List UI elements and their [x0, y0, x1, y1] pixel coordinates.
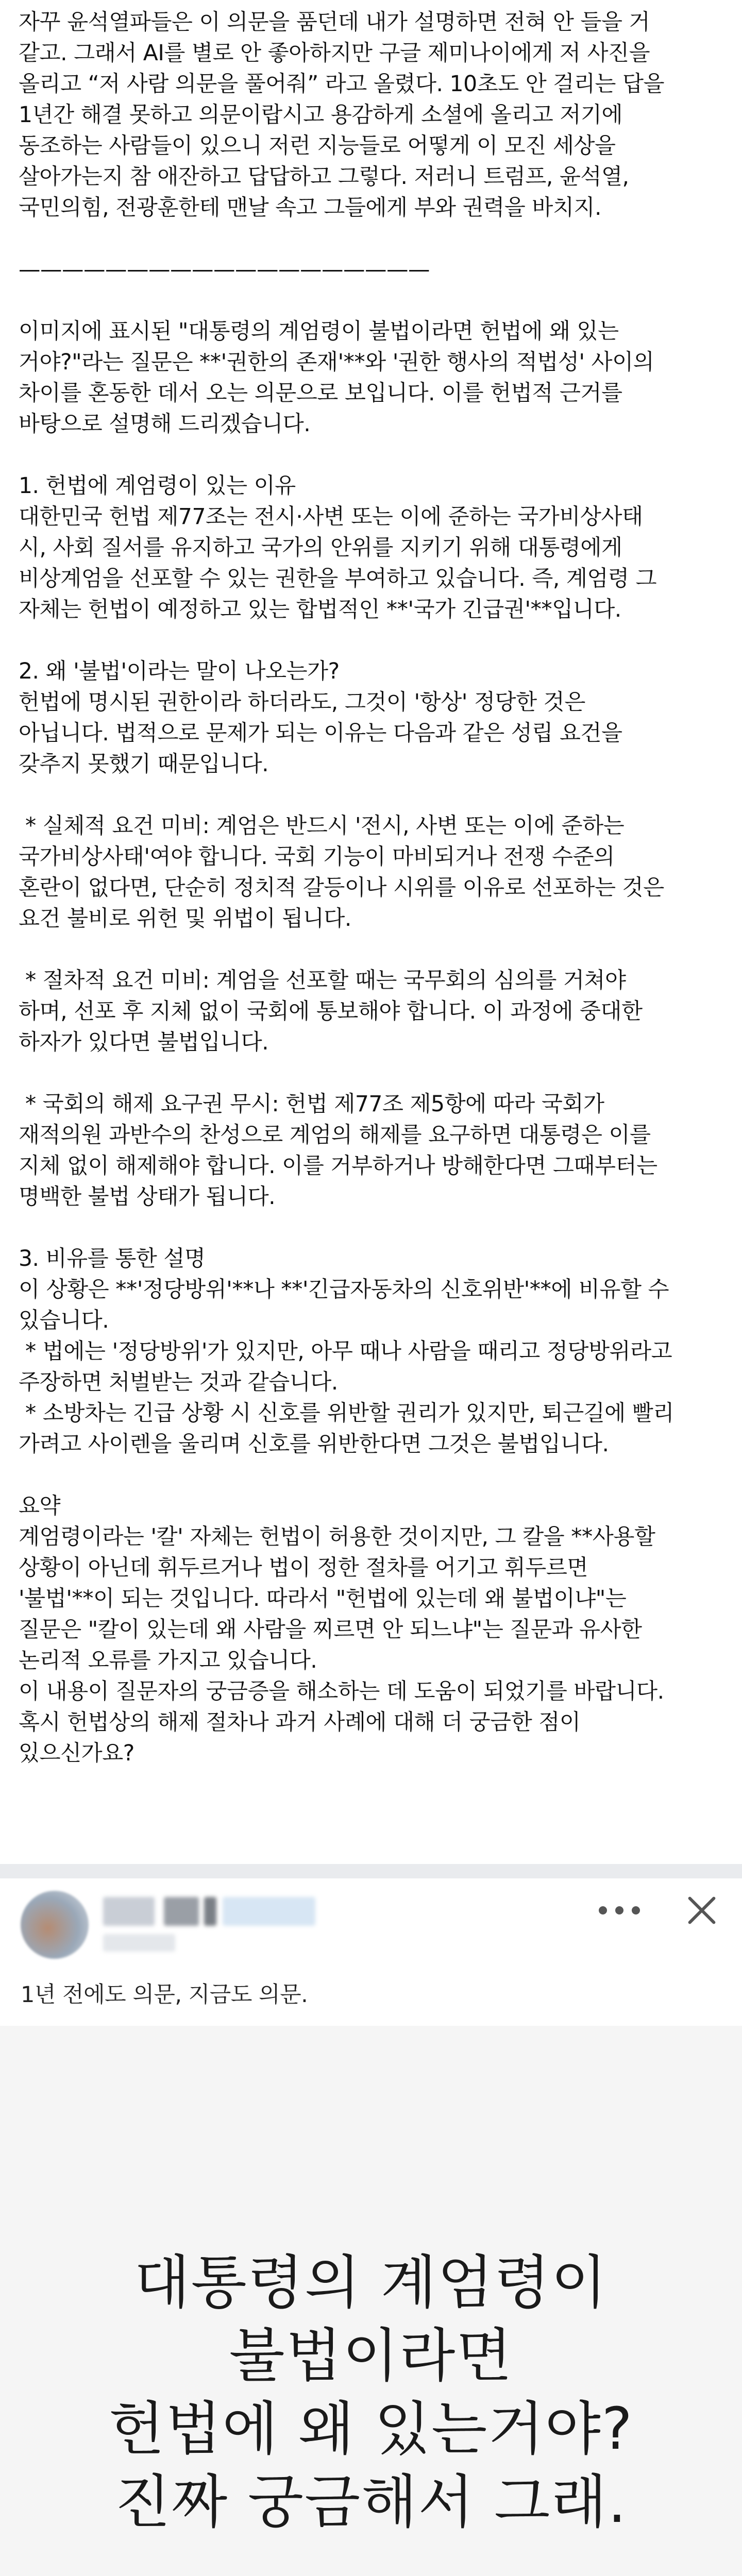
post-text-line: 대한민국 헌법 제77조는 전시·사변 또는 이에 준하는 국가비상사태 [19, 504, 643, 530]
author-name-redacted[interactable] [204, 1897, 216, 1926]
post-text-line: 차이를 혼동한 데서 오는 의문으로 보입니다. 이를 헌법적 근거를 [19, 381, 622, 406]
post-text-line: 있으신가요? [19, 1741, 134, 1766]
shared-post-card [0, 1878, 742, 2576]
post-text-line: 논리적 오류를 가지고 있습니다. [19, 1648, 317, 1673]
blank-line [19, 224, 723, 255]
post-text-line: 요약 [19, 1494, 61, 1519]
author-name-redacted[interactable] [103, 1897, 155, 1926]
blank-line [19, 625, 723, 656]
post-text-line: 국가비상사태'여야 합니다. 국회 기능이 마비되거나 전쟁 수준의 [19, 844, 615, 870]
post-text-line: * 실체적 요건 미비: 계엄은 반드시 '전시, 사변 또는 이에 준하는 [19, 814, 625, 839]
post-text-line: * 절차적 요건 미비: 계엄을 선포할 때는 국무회의 심의를 거쳐야 [19, 968, 626, 993]
blank-line [19, 440, 723, 471]
shared-post-caption: 1년 전에도 의문, 지금도 의문. [21, 1982, 308, 2008]
post-text-line: 계엄령이라는 '칼' 자체는 헌법이 허용한 것이지만, 그 칼을 **사용할 [19, 1524, 655, 1550]
post-text-line: 하며, 선포 후 지체 없이 국회에 통보해야 합니다. 이 과정에 중대한 [19, 999, 643, 1024]
post-text-line: 갖추지 못했기 때문입니다. [19, 752, 269, 777]
post-text-line: 혼란이 없다면, 단순히 정치적 갈등이나 시위를 이유로 선포하는 것은 [19, 875, 664, 901]
post-text-line: ——————————————————— [19, 257, 430, 282]
post-text-line: 국민의힘, 전광훈한테 맨날 속고 그들에게 부와 권력을 바치지. [19, 195, 601, 221]
image-text-line: 헌법에 왜 있는거야? [108, 2396, 634, 2463]
avatar[interactable] [21, 1891, 89, 1959]
post-text-line: 질문은 "칼이 있는데 왜 사람을 찌르면 안 되느냐"는 질문과 유사한 [19, 1617, 642, 1642]
post-text-line: '불법'**이 되는 것입니다. 따라서 "헌법에 있는데 왜 불법이냐"는 [19, 1586, 627, 1612]
post-text-line: 1. 헌법에 계엄령이 있는 이유 [19, 473, 296, 499]
post-text-line: * 국회의 해제 요구권 무시: 헌법 제77조 제5항에 따라 국회가 [19, 1092, 604, 1117]
post-text-line: 가려고 사이렌을 울리며 신호를 위반한다면 그것은 불법입니다. [19, 1432, 609, 1457]
post-text-line: 1년간 해결 못하고 의문이랍시고 용감하게 소셜에 올리고 저기에 [19, 103, 623, 128]
post-text-line: 헌법에 명시된 권한이라 하더라도, 그것이 '항상' 정당한 것은 [19, 690, 585, 715]
post-text-line: 2. 왜 '불법'이라는 말이 나오는가? [19, 659, 340, 684]
post-text-line: 명백한 불법 상태가 됩니다. [19, 1184, 276, 1210]
post-text-line: * 법에는 '정당방위'가 있지만, 아무 때나 사람을 때리고 정당방위라고 [19, 1339, 672, 1364]
blank-line [19, 285, 723, 316]
post-text-line: 같고. 그래서 AI를 별로 안 좋아하지만 구글 제미나이에게 저 사진을 [19, 41, 650, 66]
post-text-line: 아닙니다. 법적으로 문제가 되는 이유는 다음과 같은 성립 요건을 [19, 721, 622, 746]
post-text-line: 바탕으로 설명해 드리겠습니다. [19, 412, 311, 437]
post-text-line: 재적의원 과반수의 찬성으로 계엄의 해제를 요구하면 대통령은 이를 [19, 1123, 651, 1148]
author-name-redacted[interactable] [164, 1897, 199, 1926]
post-meta-redacted [103, 1934, 175, 1952]
blank-line [19, 780, 723, 811]
blank-line [19, 935, 723, 965]
post-text-line: 올리고 “저 사람 의문을 풀어줘” 라고 올렸다. 10초도 안 걸리는 답을 [19, 72, 665, 97]
shared-post-image[interactable] [0, 2026, 742, 2576]
post-text-line: 상황이 아닌데 휘두르거나 법이 정한 절차를 어기고 휘두르면 [19, 1555, 588, 1581]
post-text-line: 이미지에 표시된 "대통령의 계엄령이 불법이라면 헌법에 왜 있는 [19, 319, 619, 344]
shared-post-header [0, 1878, 742, 1981]
post-text-line: 지체 없이 해제해야 합니다. 이를 거부하거나 방해한다면 그때부터는 [19, 1154, 657, 1179]
blank-line [19, 1058, 723, 1089]
author-name-redacted[interactable] [223, 1897, 315, 1926]
more-horizontal-icon[interactable] [599, 1899, 640, 1922]
close-icon[interactable] [685, 1894, 718, 1927]
post-text-line: 시, 사회 질서를 유지하고 국가의 안위를 지키기 위해 대통령에게 [19, 535, 622, 561]
feed-separator [0, 1864, 742, 1878]
post-text-line: 동조하는 사람들이 있으니 저런 지능들로 어떻게 이 모진 세상을 [19, 133, 616, 159]
post-text-line: 이 내용이 질문자의 궁금증을 해소하는 데 도움이 되었기를 바랍니다. [19, 1679, 664, 1704]
post-text-line: 자체는 헌법이 예정하고 있는 합법적인 **'국가 긴급권'**입니다. [19, 597, 621, 622]
post-text-line: 요건 불비로 위헌 및 위법이 됩니다. [19, 906, 351, 931]
blank-line [19, 1213, 723, 1244]
blank-line [19, 1460, 723, 1491]
image-text-line: 불법이라면 [229, 2323, 513, 2389]
post-text-line: 하자가 있다면 불법입니다. [19, 1030, 269, 1055]
post-text-line: 자꾸 윤석열파들은 이 의문을 품던데 내가 설명하면 전혀 안 들을 거 [19, 10, 650, 35]
post-text-line: 살아가는지 참 애잔하고 답답하고 그렇다. 저러니 트럼프, 윤석열, [19, 164, 629, 190]
post-text-line: 혹시 헌법상의 해제 절차나 과거 사례에 대해 더 궁금한 점이 [19, 1710, 581, 1735]
post-text-line: 주장하면 처벌받는 것과 같습니다. [19, 1370, 338, 1395]
post-text-line: 3. 비유를 통한 설명 [19, 1246, 206, 1272]
post-text-line: 이 상황은 **'정당방위'**나 **'긴급자동차의 신호위반'**에 비유할 수 [19, 1277, 669, 1302]
post-text-line: 있습니다. [19, 1308, 109, 1333]
post-text-line: 거야?"라는 질문은 **'권한의 존재'**와 '권한 행사의 적법성' 사이의 [19, 350, 654, 375]
image-text-line: 진짜 궁금해서 그래. [114, 2469, 628, 2536]
image-text-line: 대통령의 계엄령이 [134, 2249, 608, 2316]
post-text-line: 비상계엄을 선포할 수 있는 권한을 부여하고 있습니다. 즉, 계엄령 그 [19, 566, 657, 591]
post-text-line: * 소방차는 긴급 상황 시 신호를 위반할 권리가 있지만, 퇴근길에 빨리 [19, 1401, 674, 1426]
